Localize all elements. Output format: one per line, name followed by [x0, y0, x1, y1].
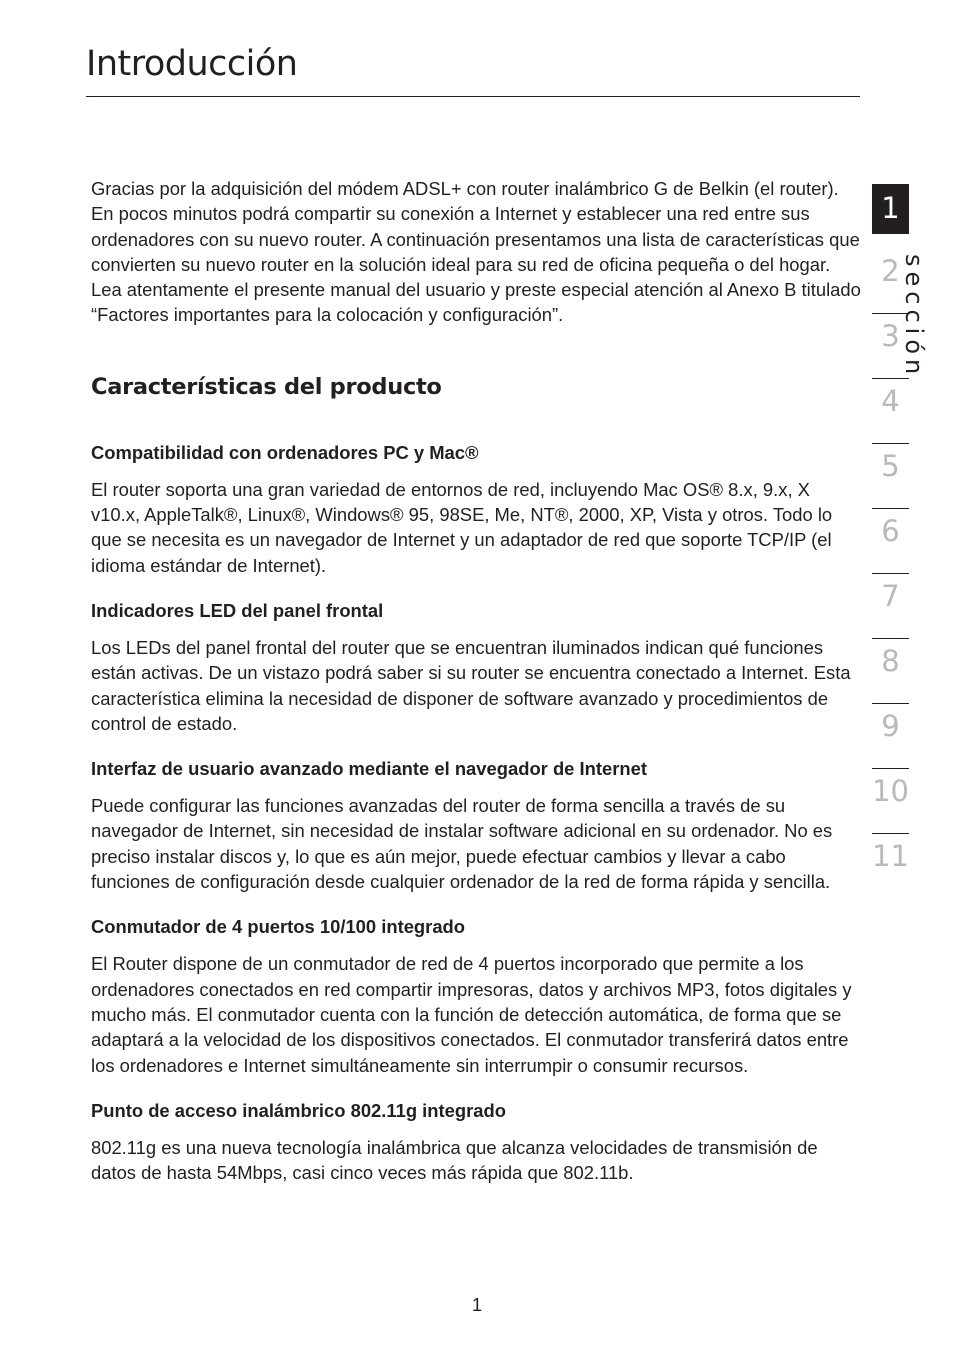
- feature-item: [91, 916, 863, 1077]
- feature-text: Los LEDs del panel frontal del router que se encuentran iluminados indican qué funciones están activas. De un vistazo podrá saber si su router se encuentra conectado a Internet. Esta característica elimina la necesidad de disponer de software avanzado y procedimientos de control de estado.: [91, 636, 851, 734]
- feature-text: 802.11g es una nueva tecnología inalámbrica que alcanza velocidades de transmisión de datos de hasta 54Mbps, casi cinco veces más rápida que 802.11b.: [91, 1136, 818, 1184]
- feature-text: El Router dispone de un conmutador de red de 4 puertos incorporado que permite a los ordenadores conectados en red compartir impresoras, datos y archivos MP3, fotos digitales y mucho más. El conmutador cuenta con la función de detección automática, de forma que se adaptará a la velocidad de los dispositivos conectados. El conmutador transferirá datos entre los ordenadores e Internet simultáneamente sin interrumpir o consumir recursos.: [91, 953, 852, 1076]
- section-tab-10[interactable]: [872, 769, 909, 834]
- section-tab-number: 3: [881, 319, 900, 353]
- page-title: Introducción: [86, 44, 298, 84]
- section-tab-7[interactable]: [872, 574, 909, 639]
- section-tab-number: 10: [872, 774, 909, 808]
- feature-text: El router soporta una gran variedad de entornos de red, incluyendo Mac OS® 8.x, 9.x, X v10.x, AppleTalk®, Linux®, Windows® 95, 98SE, Me, NT®, 2000, XP, Vista y otros. Todo lo que se necesita es un navegador de Internet y un adaptador de red que soporte TCP/IP (el idioma estándar de Internet).: [91, 478, 833, 576]
- main-content: [91, 176, 863, 1207]
- feature-item: [91, 1100, 863, 1186]
- section-label: sección: [900, 254, 928, 380]
- section-tab-4[interactable]: [872, 379, 909, 444]
- section-heading: Características del producto: [91, 373, 442, 400]
- section-tab-11[interactable]: [872, 834, 909, 899]
- section-tab-number: 4: [881, 384, 900, 418]
- section-tab-number: 7: [881, 579, 900, 613]
- feature-title: Compatibilidad con ordenadores PC y Mac®: [91, 441, 479, 463]
- section-tab-1[interactable]: [872, 184, 909, 234]
- section-tab-number: 1: [881, 191, 900, 225]
- feature-title: Conmutador de 4 puertos 10/100 integrado: [91, 916, 466, 938]
- page-number: 1: [471, 1294, 483, 1315]
- title-rule: [86, 96, 860, 97]
- feature-title: Punto de acceso inalámbrico 802.11g integrado: [91, 1099, 506, 1121]
- feature-item: [91, 758, 863, 894]
- intro-paragraph: Gracias por la adquisición del módem ADSL+ con router inalámbrico G de Belkin (el router). En pocos minutos podrá compartir su conexión a Internet y establecer una red entre sus ordenadores con su nuevo router. A continuación presentamos una lista de características que convierten su nuevo router en la solución ideal para su red de oficina pequeña o del hogar. Lea atentamente el presente manual del usuario y preste especial atención al Anexo B titulado “Factores importantes para la colocación y configuración”.: [91, 178, 861, 326]
- section-tab-number: 5: [881, 449, 900, 483]
- section-tab-9[interactable]: [872, 704, 909, 769]
- section-tab-number: 9: [881, 709, 900, 743]
- section-tab-6[interactable]: [872, 509, 909, 574]
- section-tab-5[interactable]: [872, 444, 909, 509]
- feature-title: Indicadores LED del panel frontal: [91, 599, 384, 621]
- section-tab-number: 11: [872, 839, 909, 873]
- feature-item: [91, 442, 863, 578]
- feature-title: Interfaz de usuario avanzado mediante el navegador de Internet: [91, 758, 647, 780]
- section-tab-number: 8: [881, 644, 900, 678]
- feature-text: Puede configurar las funciones avanzadas del router de forma sencilla a través de su navegador de Internet, sin necesidad de instalar software adicional en su ordenador. No es preciso instalar discos y, lo que es aún mejor, puede efectuar cambios y llevar a cabo funciones de configuración desde cualquier ordenador de la red de forma rápida y sencilla.: [91, 795, 833, 893]
- section-tab-number: 6: [881, 514, 900, 548]
- section-tab-8[interactable]: [872, 639, 909, 704]
- feature-item: [91, 600, 863, 736]
- section-tab-number: 2: [881, 254, 900, 288]
